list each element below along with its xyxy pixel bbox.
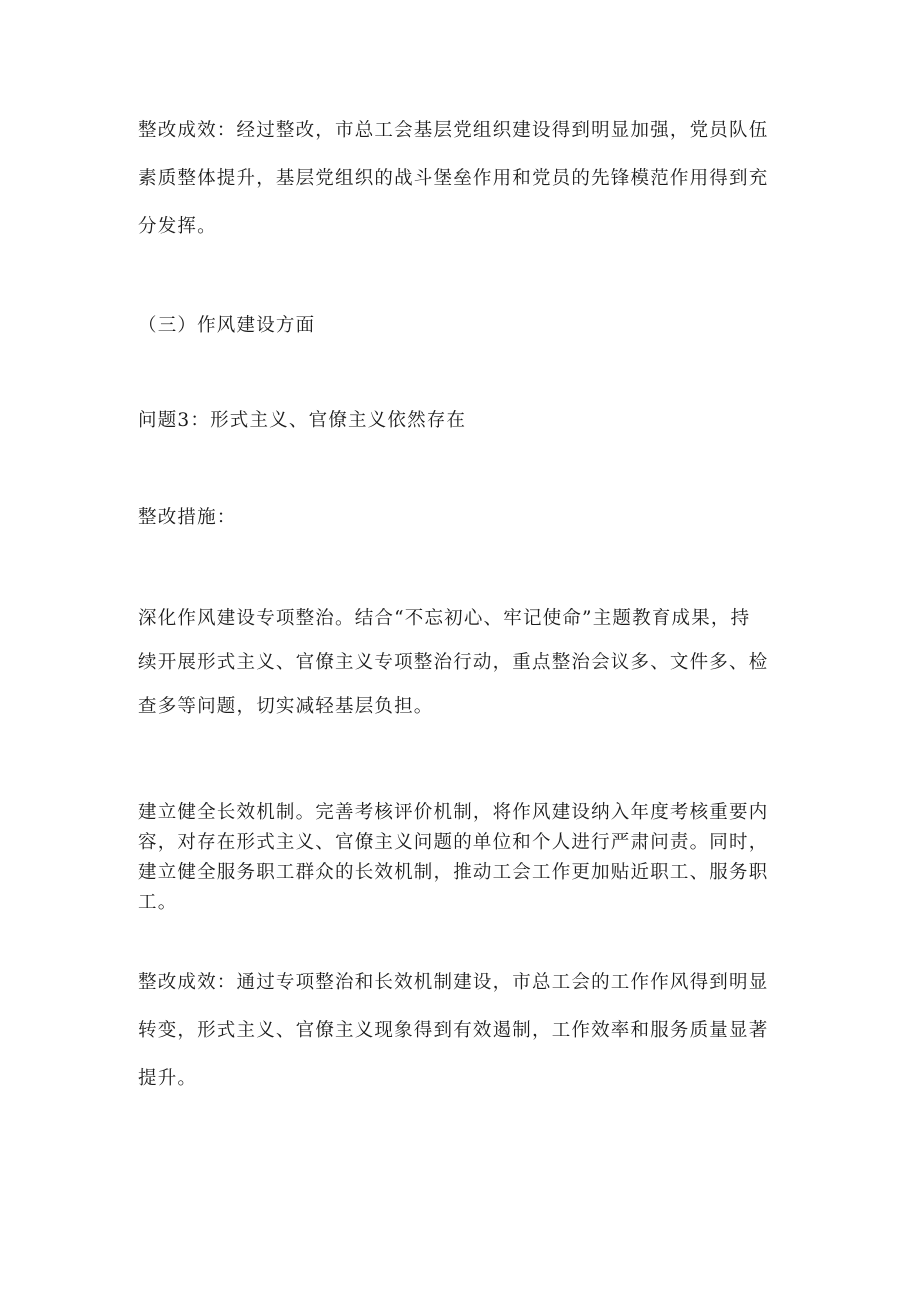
problem-heading (138, 406, 788, 436)
paragraph-line: 整改成效：通过专项整治和长效机制建设，市总工会的工作作风得到明显 (138, 972, 769, 993)
paragraph-style-rectification (138, 597, 788, 729)
paragraph-line: 分发挥。 (138, 216, 217, 237)
paragraph-rectification-results-1 (138, 107, 788, 251)
paragraph-long-term-mechanism (138, 798, 788, 918)
paragraph-line: 建立健全长效机制。完善考核评价机制，将作风建设纳入年度考核重要内 (138, 802, 769, 823)
paragraph-line: 查多等问题，切实减轻基层负担。 (138, 696, 434, 717)
paragraph-line: 续开展形式主义、官僚主义专项整治行动，重点整治会议多、文件多、检 (138, 652, 769, 673)
paragraph-line: 工。 (138, 892, 178, 913)
paragraph-line: 转变，形式主义、官僚主义现象得到有效遏制，工作效率和服务质量显著 (138, 1020, 769, 1041)
section-heading-text: （三）作风建设方面 (138, 315, 316, 336)
paragraph-line: 容，对存在形式主义、官僚主义问题的单位和个人进行严肃问责。同时， (138, 832, 769, 853)
paragraph-line: 深化作风建设专项整治。结合“不忘初心、牢记使命”主题教育成果，持 (138, 608, 751, 629)
paragraph-line: 建立健全服务职工群众的长效机制，推动工会工作更加贴近职工、服务职 (138, 862, 769, 883)
section-heading (138, 311, 788, 341)
paragraph-line: 素质整体提升，基层党组织的战斗堡垒作用和党员的先锋模范作用得到充 (138, 168, 769, 189)
measures-heading (138, 503, 788, 533)
paragraph-line: 提升。 (138, 1068, 198, 1089)
problem-heading-text: 问题3：形式主义、官僚主义依然存在 (138, 410, 467, 431)
measures-heading-text: 整改措施： (138, 507, 237, 528)
paragraph-rectification-results-2 (138, 959, 788, 1103)
paragraph-line: 整改成效：经过整改，市总工会基层党组织建设得到明显加强，党员队伍 (138, 120, 769, 141)
